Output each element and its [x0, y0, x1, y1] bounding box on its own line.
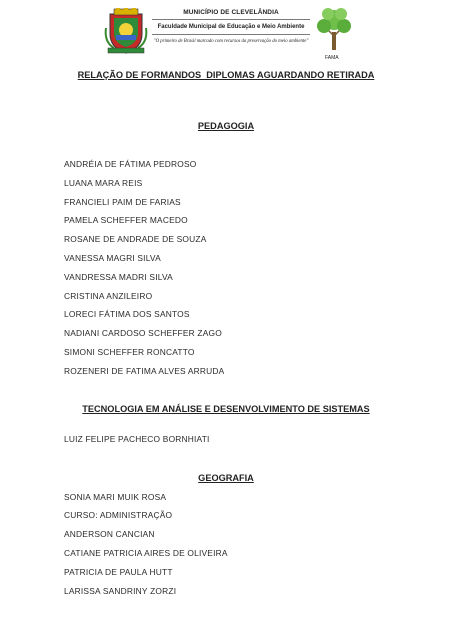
- list-item: NADIANI CARDOSO SCHEFFER ZAGO: [64, 328, 222, 338]
- list-item: LUANA MARA REIS: [64, 178, 143, 188]
- document-title: RELAÇÃO DE FORMANDOS DIPLOMAS AGUARDANDO RETIRADA: [77, 70, 375, 80]
- list-item: ROZENERI DE FATIMA ALVES ARRUDA: [64, 366, 225, 376]
- municipality-name: MUNICÍPIO DE CLEVELÂNDIA: [183, 9, 279, 16]
- list-item: SONIA MARI MUIK ROSA: [64, 492, 167, 502]
- list-item: ANDERSON CANCIAN: [64, 529, 155, 539]
- section-heading-geografia: GEOGRAFIA: [198, 473, 254, 483]
- list-item: ANDRÉIA DE FÁTIMA PEDROSO: [64, 159, 197, 169]
- list-item: LUIZ FELIPE PACHECO BORNHIATI: [64, 434, 210, 444]
- faculty-name: Faculdade Municipal de Educação e Meio Ambiente: [157, 24, 305, 30]
- section-heading-tecnologia: TECNOLOGIA EM ANÁLISE E DESENVOLVIMENTO DE SISTEMAS: [82, 404, 370, 414]
- list-item: CRISTINA ANZILEIRO: [64, 291, 153, 301]
- list-item: LORECI FÁTIMA DOS SANTOS: [64, 309, 190, 319]
- header-divider: [152, 34, 310, 35]
- list-item: FRANCIELI PAIM DE FARIAS: [64, 197, 181, 207]
- section-heading-pedagogia: PEDAGOGIA: [197, 121, 255, 131]
- list-item: SIMONI SCHEFFER RONCATTO: [64, 347, 195, 357]
- list-item: PAMELA SCHEFFER MACEDO: [64, 215, 188, 225]
- list-item: ROSANE DE ANDRADE DE SOUZA: [64, 234, 207, 244]
- list-item: CURSO: ADMINISTRAÇÃO: [64, 510, 173, 520]
- list-item: VANESSA MAGRI SILVA: [64, 253, 161, 263]
- municipal-coat-of-arms-icon: [104, 8, 148, 54]
- list-item: PATRICIA DE PAULA HUTT: [64, 567, 173, 577]
- header-divider: [152, 19, 310, 20]
- fama-logo-text: FAMA: [325, 55, 339, 61]
- fama-tree-logo-icon: [314, 6, 354, 56]
- list-item: VANDRESSA MADRI SILVA: [64, 272, 173, 282]
- letterhead: [0, 0, 452, 60]
- list-item: CATIANE PATRICIA AIRES DE OLIVEIRA: [64, 548, 228, 558]
- faculty-motto: "O primeiro de Brasil marcado com recursos da preservação do meio ambiente": [153, 39, 309, 44]
- list-item: LARISSA SANDRINY ZORZI: [64, 586, 177, 596]
